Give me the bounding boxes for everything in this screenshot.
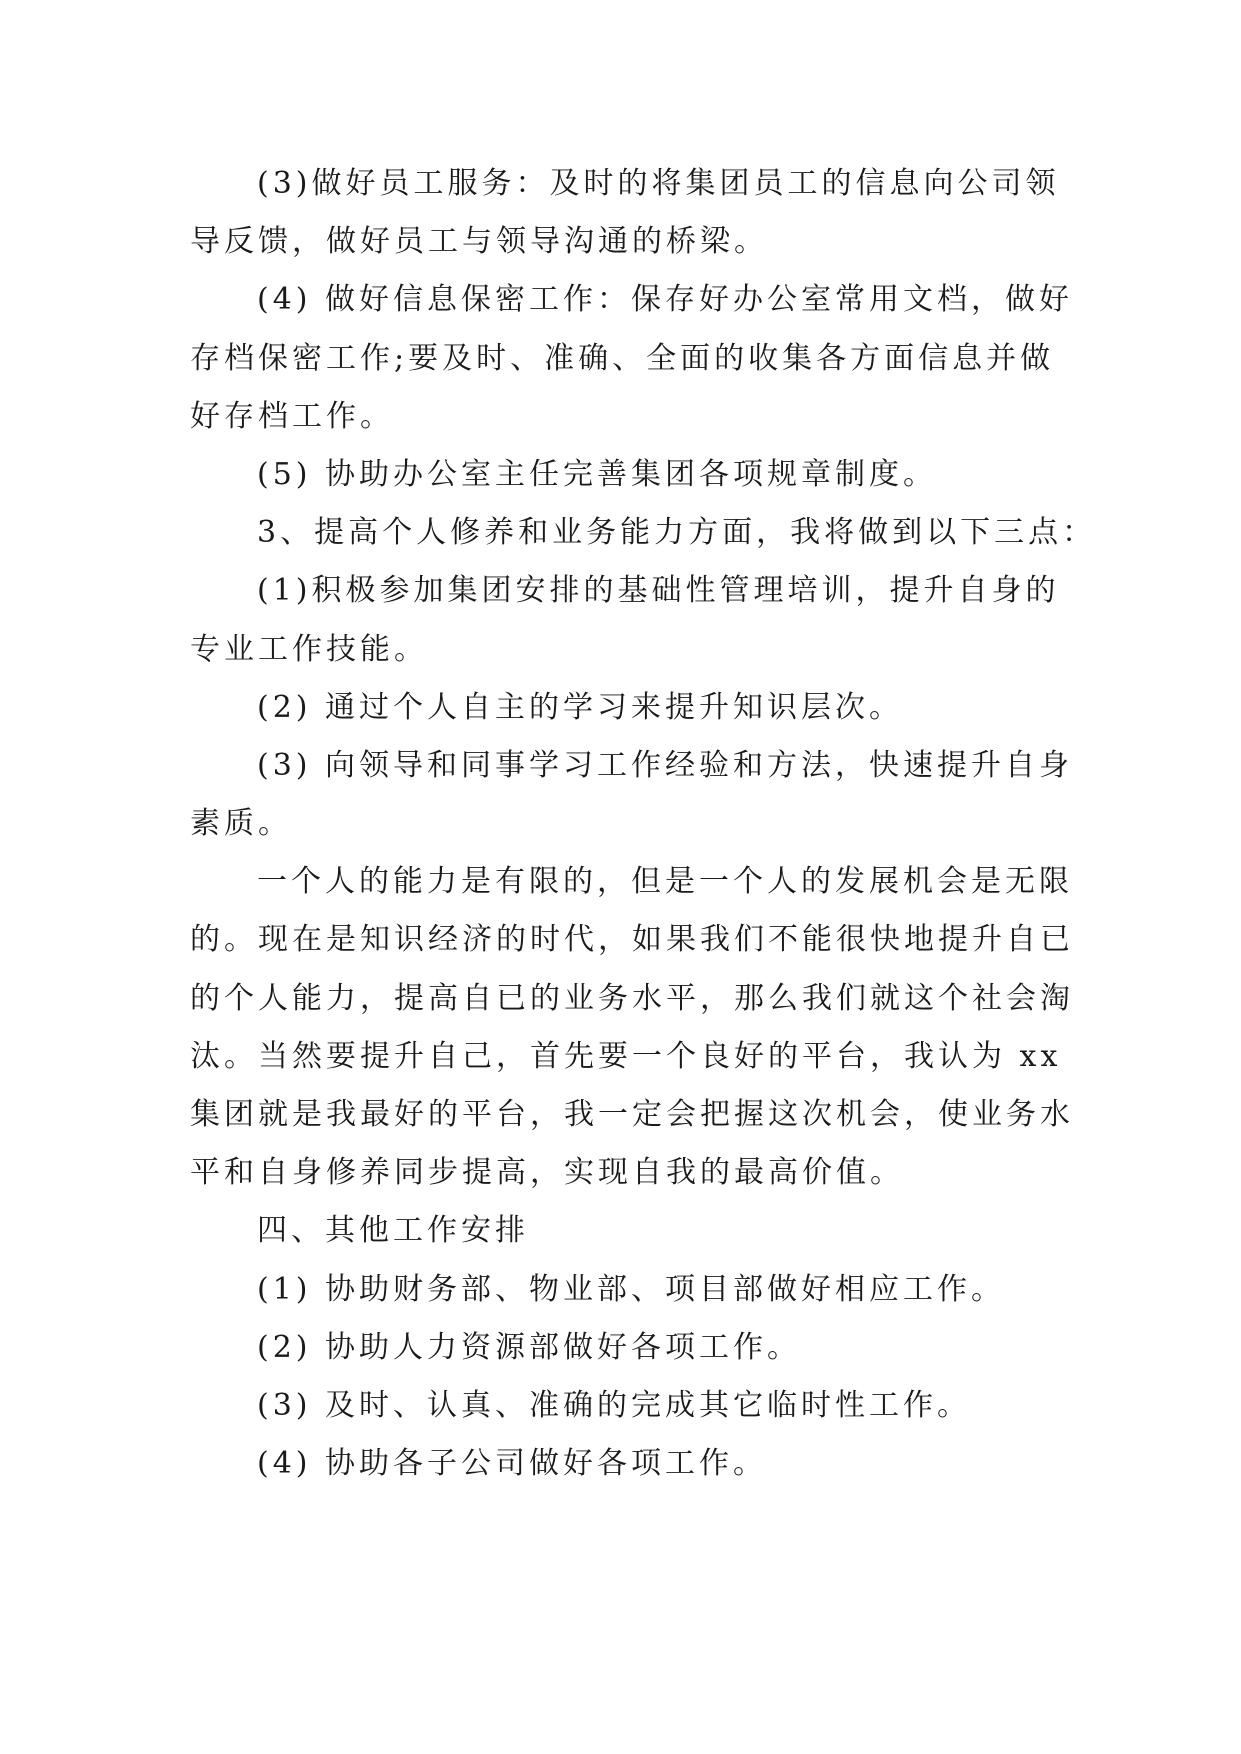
text-line: 四、其他工作安排 [257, 1213, 529, 1249]
text-line: (3) 及时、认真、准确的完成其它临时性工作。 [257, 1387, 972, 1423]
text-line: 导反馈，做好员工与领导沟通的桥梁。 [190, 224, 768, 260]
text-line: (4) 做好信息保密工作：保存好办公室常用文档，做好 [257, 282, 1074, 318]
text-line: 好存档工作。 [190, 398, 394, 434]
text-line: 3、提高个人修养和业务能力方面，我将做到以下三点： [257, 515, 1097, 551]
text-line: (2) 协助人力资源部做好各项工作。 [257, 1329, 802, 1365]
text-line: (2) 通过个人自主的学习来提升知识层次。 [257, 689, 904, 725]
text-line: 汰。当然要提升自己，首先要一个良好的平台，我认为 xx [190, 1038, 1062, 1074]
text-line: 一个人的能力是有限的，但是一个人的发展机会是无限 [257, 864, 1073, 900]
text-line: 集团就是我最好的平台，我一定会把握这次机会，使业务水 [190, 1097, 1074, 1132]
text-line: (3) 向领导和同事学习工作经验和方法，快速提升自身 [257, 747, 1074, 783]
text-line: 专业工作技能。 [190, 631, 428, 667]
text-line: 平和自身修养同步提高，实现自我的最高价值。 [190, 1155, 904, 1191]
text-line: (4) 协助各子公司做好各项工作。 [257, 1446, 768, 1482]
document-body [190, 155, 1097, 1493]
text-line: (1) 协助财务部、物业部、项目部做好相应工作。 [257, 1271, 1006, 1307]
text-line: 的个人能力，提高自已的业务水平，那么我们就这个社会淘 [190, 980, 1074, 1016]
text-line: (3)做好员工服务：及时的将集团员工的信息向公司领 [257, 166, 1060, 201]
text-line: 的。现在是知识经济的时代，如果我们不能很快地提升自已 [190, 922, 1074, 958]
text-line: 存档保密工作;要及时、准确、全面的收集各方面信息并做 [190, 340, 1055, 376]
text-line: (5) 协助办公室主任完善集团各项规章制度。 [257, 456, 938, 492]
text-line: (1)积极参加集团安排的基础性管理培训，提升自身的 [257, 573, 1060, 609]
text-line: 素质。 [190, 806, 292, 842]
